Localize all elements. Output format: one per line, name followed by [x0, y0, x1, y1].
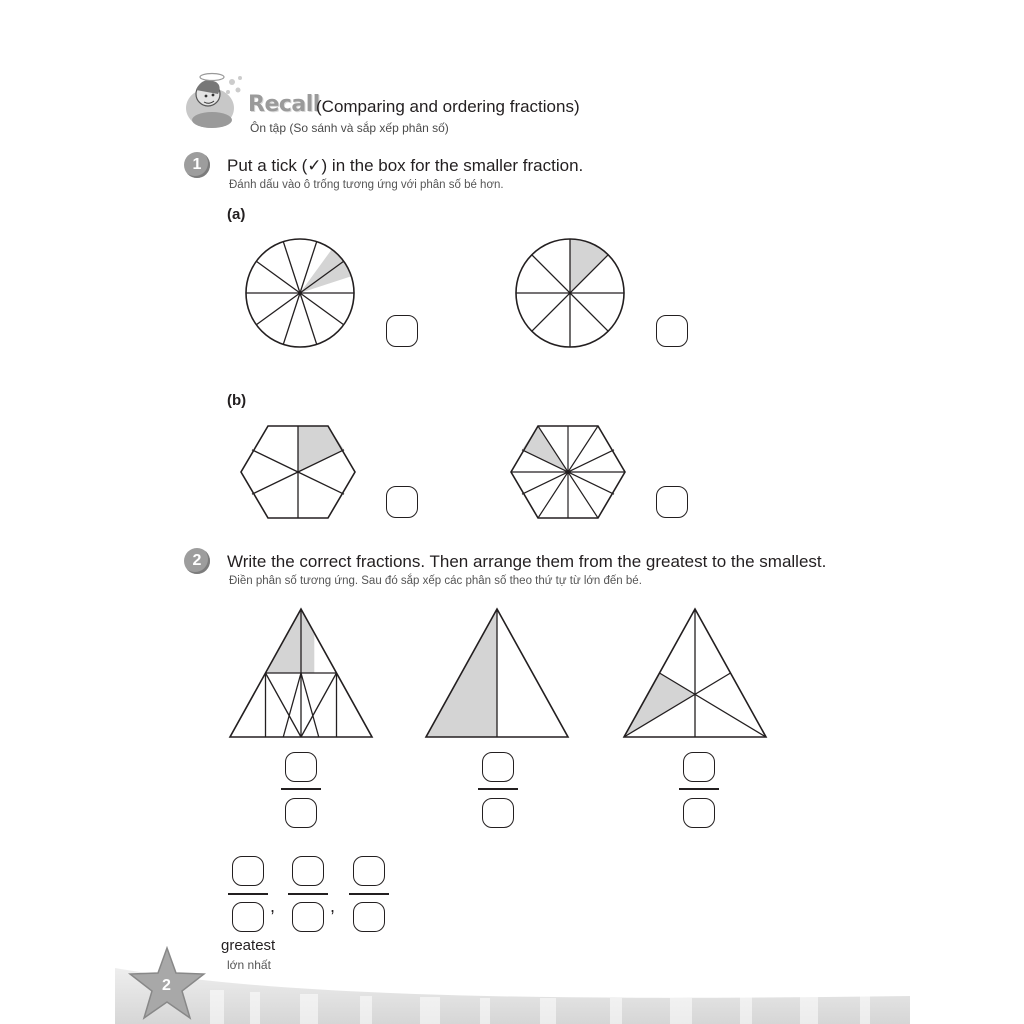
shaded-sector [300, 249, 357, 311]
recall-subtitle-vi: Ôn tập (So sánh và sắp xếp phân số) [250, 121, 449, 135]
question-2-text-vi: Điền phân số tương ứng. Sau đó sắp xếp các phân số theo thứ tự từ lớn đến bé. [229, 575, 642, 587]
question-1-badge [184, 152, 210, 178]
order-2-bar [288, 893, 328, 895]
tick-box-a-right[interactable] [656, 315, 688, 347]
fraction-2-numerator-box[interactable] [482, 752, 514, 782]
shaded-sector [570, 239, 608, 293]
question-2-text: Write the correct fractions. Then arrange them from the greatest to the smallest. [227, 552, 827, 571]
hexagon-sixths-figure [238, 422, 362, 522]
fraction-1-denominator-box[interactable] [285, 798, 317, 828]
recall-title: Recall [248, 92, 320, 117]
tick-box-b-left[interactable] [386, 486, 418, 518]
order-3-numerator-box[interactable] [353, 856, 385, 886]
order-1-bar [228, 893, 268, 895]
triangle-grid-figure [226, 606, 376, 740]
shaded-part [522, 426, 568, 472]
part-a-label: (a) [227, 206, 246, 223]
tick-box-a-left[interactable] [386, 315, 418, 347]
recall-mascot-icon [182, 68, 248, 132]
fraction-2-bar [478, 788, 518, 790]
triangle-halves-figure [422, 606, 572, 740]
fraction-1-numerator-box[interactable] [285, 752, 317, 782]
greatest-label-vi: lớn nhất [227, 958, 271, 972]
page-number: 2 [162, 977, 171, 994]
triangle-sixths-figure [620, 606, 770, 740]
order-2-denominator-box[interactable] [292, 902, 324, 932]
question-2-badge [184, 548, 210, 574]
part-b-label: (b) [227, 392, 247, 409]
fraction-3-numerator-box[interactable] [683, 752, 715, 782]
order-3-bar [349, 893, 389, 895]
question-1-text: Put a tick (✓) in the box for the smaller fraction. [227, 156, 584, 175]
tick-box-b-right[interactable] [656, 486, 688, 518]
greatest-label: greatest [221, 937, 276, 954]
circle-eighths-figure [510, 233, 630, 353]
order-3-denominator-box[interactable] [353, 902, 385, 932]
order-comma-1: , [270, 896, 276, 916]
question-2-number: 2 [192, 552, 202, 569]
circle-tenths-figure [240, 233, 360, 353]
fraction-1-bar [281, 788, 321, 790]
fraction-3-bar [679, 788, 719, 790]
fraction-2-denominator-box[interactable] [482, 798, 514, 828]
order-1-denominator-box[interactable] [232, 902, 264, 932]
order-2-numerator-box[interactable] [292, 856, 324, 886]
question-1-number: 1 [192, 156, 202, 173]
fraction-3-denominator-box[interactable] [683, 798, 715, 828]
hexagon-twelfths-figure [508, 422, 632, 522]
recall-subtitle: (Comparing and ordering fractions) [316, 97, 580, 116]
shaded-part [624, 673, 695, 737]
order-1-numerator-box[interactable] [232, 856, 264, 886]
question-1-text-vi: Đánh dấu vào ô trống tương ứng với phân số bé hơn. [229, 179, 504, 191]
order-comma-2: , [330, 896, 336, 916]
shaded-part [298, 426, 344, 472]
